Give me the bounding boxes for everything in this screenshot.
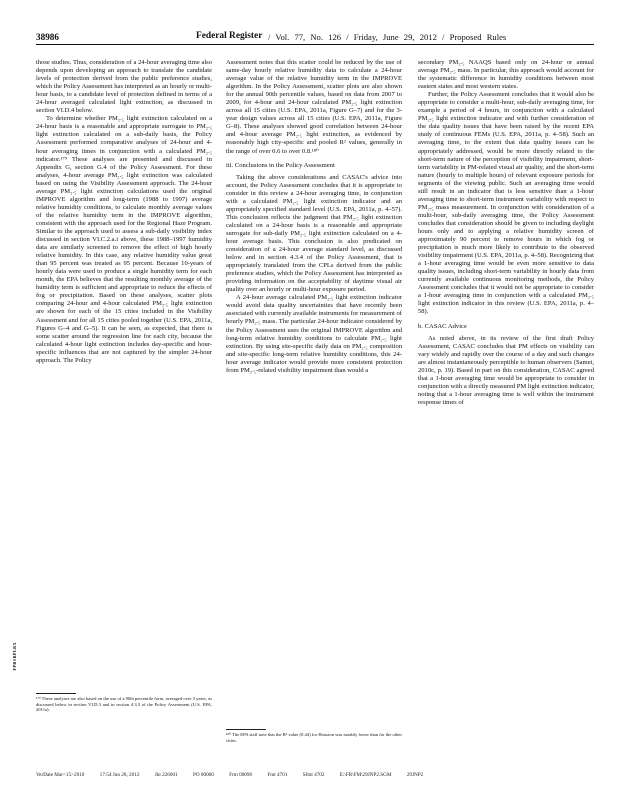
footer-sfmt: Sfmt 4702 bbox=[302, 772, 325, 778]
footnote-179: ¹⁷⁹ These analyses are also based on the use of a 90th percentile form, averaged over 3 years, as discussed below in section VI.D.3 and in section 4.3.3 of the Policy Assessment (U.S. EPA, 2011a). bbox=[36, 696, 212, 713]
column-3 bbox=[418, 59, 594, 407]
paragraph: To determine whether PM₂.₅ light extinction calculated on a 24-hour basis is a reasonable and appropriate surrogate to PM₂.₅ light extinction calculated on a sub-daily basis, the Policy Assessment performed comparative analyses of 24-hour and 4-hour averaging times in conjunction with a calculated PM₂.₅ indicator.¹⁷⁹ These analyses are presented and discussed in Appendix G, section G.4 of the Policy Assessment. For these analyses, 4-hour average PM₂.₅ light extinction was calculated based on using the Visibility Assessment approach. The 24-hour average PM₂.₅ light extinction calculations used the original IMPROVE algorithm and long-term (1988 to 1997) average relative humidity conditions, to calculate monthly average values of the relative humidity term in the IMPROVE algorithm, consistent with the approach used for the Regional Haze Program. Similar to the approach used to assess a sub-daily visibility index discussed in section VI.C.2.a.i above, these 1988–1997 humidity data are similarly screened to remove the effect of high hourly relative humidity. In this case, any relative humidity value great than 95 percent was treated as 95 percent. Because 10-years of hourly data were used to produce a single humidity term for each month, the EPA believes that the resulting monthly average of the humidity term is sufficient and appropriate to reduce the effects of fog or precipitation. Based on these analyses, scatter plots comparing 24-hour and 4-hour calculated PM₂.₅ light extinction are shown for each of the 15 cities included in the Visibility Assessment and for all 15 cities pooled together (U.S. EPA, 2011a, Figures G–4 and G–5). It can be seen, as expected, that there is some scatter around the regression line for each city, because the calculated 4-hour light extinction includes day-specific and hour-specific influences that are not captured by the simpler 24-hour approach. The Policy bbox=[36, 115, 212, 364]
footnote-180: ¹⁸⁰ The EPA staff note that the R² value (0.44) for Houston was notably lower than for the other cities. bbox=[226, 732, 402, 743]
footer-verdate: VerDate Mar<15>2010 bbox=[36, 772, 85, 778]
footer-frm: Frm 00096 bbox=[229, 772, 253, 778]
section-heading: iii. Conclusions in the Policy Assessment bbox=[226, 161, 335, 169]
paragraph: secondary PM₂.₅ NAAQS based only on 24-hour or annual average PM₂.₅ mass. In particular, this approach would account for the systematic difference in humidity conditions between most eastern states and most western states. bbox=[418, 59, 594, 91]
paragraph: Assessment notes that this scatter could be reduced by the use of same-day hourly relative humidity data to calculate a 24-hour average value of the relative humidity term in the IMPROVE algorithm. In the Policy Assessment, scatter plots are also shown for the annual 90th percentile values, based on data from 2007 to 2009, for 4-hour and 24-hour calculated PM₂.₅ light extinction across all 15 cities (U.S. EPA, 2011a, Figure G–7) and for the 3-year design values across all 15 cities (U.S. EPA, 2011a, Figure G–8). These analyses showed good correlation between 24-hour and 4-hour average PM₂.₅ light extinction, as evidenced by reasonably high city-specific and pooled R² values, generally in the range of over 0.6 to over 0.8.¹⁸⁰ bbox=[226, 59, 402, 155]
footer-po: PO 00000 bbox=[192, 772, 214, 778]
paragraph: A 24-hour average calculated PM₂.₅ light extinction indicator would avoid data quality uncertainties that have recently been associated with currently available instruments for measurement of hourly PM₂.₅ mass. The particular 24-hour indicator considered by the Policy Assessment uses the original IMPROVE algorithm and long-term relative humidity conditions to calculate PM₂.₅ light extinction. By using site-specific daily data on PM₂.₅ composition and site-specific long-term relative humidity conditions, this 24-hour average indicator would provide more consistent protection from PM₂.₅-related visibility impairment than would a bbox=[226, 294, 402, 374]
footer-fmt: Fmt 4701 bbox=[267, 772, 288, 778]
column-2 bbox=[226, 59, 402, 375]
footer-time: 17:54 Jun 28, 2012 bbox=[99, 772, 140, 778]
column-1 bbox=[36, 59, 212, 365]
margin-stamp-text: FPRSRPLRX bbox=[12, 642, 17, 671]
page-number: 38986 bbox=[36, 32, 59, 42]
page-footer bbox=[36, 772, 594, 778]
page-header bbox=[36, 30, 594, 46]
footer-code: 29JNP2 bbox=[406, 772, 424, 778]
footnote-rule bbox=[36, 693, 76, 694]
paragraph: As noted above, in its review of the first draft Policy Assessment, CASAC concludes that PM effects on visibility can vary widely and rapidly over the course of a day and such changes are almost instantaneously perceptible to human observers (Samet, 2010c, p. 19). Based in part on this consideration, CASAC agreed that a 1-hour averaging time would be appropriate to consider in conjunction with a directly measured PM light extinction indicator, noting that a 1-hour averaging time is well within the instrument response times of bbox=[418, 334, 594, 406]
margin-stamp bbox=[12, 642, 22, 754]
footer-jkt: Jkt 226001 bbox=[154, 772, 178, 778]
publication-title: Federal Register bbox=[196, 31, 263, 41]
paragraph: those studies. Thus, consideration of a 24-hour averaging time also depends upon developing an approach to translate the candidate levels of protection derived from the public preference studies, which the Policy Assessment has interpreted as an hourly or multi-hour basis, to a candidate level of protection defined in terms of a 24-hour averaged calculated light extinction, as discussed in section VI.D.4 below. bbox=[36, 59, 212, 115]
header-rule bbox=[36, 44, 594, 45]
paragraph: Taking the above considerations and CASAC's advice into account, the Policy Assessment concludes that it is appropriate to consider in this review a 24-hour averaging time, in conjunction with a calculated PM₂.₅ light extinction indicator and an appropriately specified standard level (U.S. EPA, 2011a, p. 4–57). This conclusion reflects the judgment that PM₂.₅ light extinction calculated on a 24-hour basis is a reasonable and appropriate surrogate for sub-daily PM₂.₅ light extinction calculated on a 4-hour average basis. This conclusion is also predicated on consideration of a 24-hour average standard level, as discussed below and in section 4.3.4 of the Policy Assessment, that is appropriately translated from the CPLs derived from the public preference studies, which the Policy Assessment has interpreted as providing information on the acceptability of daytime visual air quality over an hourly or multi-hour exposure period. bbox=[226, 173, 402, 294]
footnote-179-block bbox=[36, 690, 212, 713]
footnote-180-block bbox=[226, 726, 402, 743]
footnote-rule bbox=[226, 729, 266, 730]
footer-file: E:\FR\FM\29JNP2.SGM bbox=[339, 772, 392, 778]
paragraph: Further, the Policy Assessment concludes that it would also be appropriate to consider a multi-hour, sub-daily averaging time, for example a period of 4 hours, in conjunction with a calculated PM₂.₅ light extinction indicator and with further consideration of the data quality issues that have been raised by the recent EPA study of continuous FEMs (U.S. EPA, 2011a, p. 4–58). Such an averaging time, to the extent that data quality issues can be appropriately addressed, would be more directly related to the short-term nature of the perception of visibility impairment, short-term variability in PM-related visual air quality, and the short-term nature (hourly to multiple hours) of relevant exposure periods for segments of the viewing public. Such an averaging time would still result in an indicator that is less sensitive than a 1-hour averaging time to short-term instrument variability with respect to PM₂.₅ mass measurement. In conjunction with consideration of a multi-hour, sub-daily averaging time, the Policy Assessment concludes that consideration should be given to including daylight hours only and to applying a relative humidity screen of approximately 90 percent to remove hours in which fog or precipitation is much more likely to contribute to the observed visibility impairment (U.S. EPA, 2011a, p. 4–58). Recognizing that a 1-hour averaging time would be even more sensitive to data quality issues, including short-term variability in hourly data from currently available continuous monitoring methods, the Policy Assessment concludes that it would not be appropriate to consider a 1-hour averaging time in conjunction with a calculated PM₂.₅ light extinction indicator in this review (U.S. EPA, 2011a, p. 4–58). bbox=[418, 91, 594, 316]
section-heading: b. CASAC Advice bbox=[418, 322, 467, 330]
issue-context: / Vol. 77, No. 126 / Friday, June 29, 2012 / Proposed Rules bbox=[268, 32, 507, 42]
